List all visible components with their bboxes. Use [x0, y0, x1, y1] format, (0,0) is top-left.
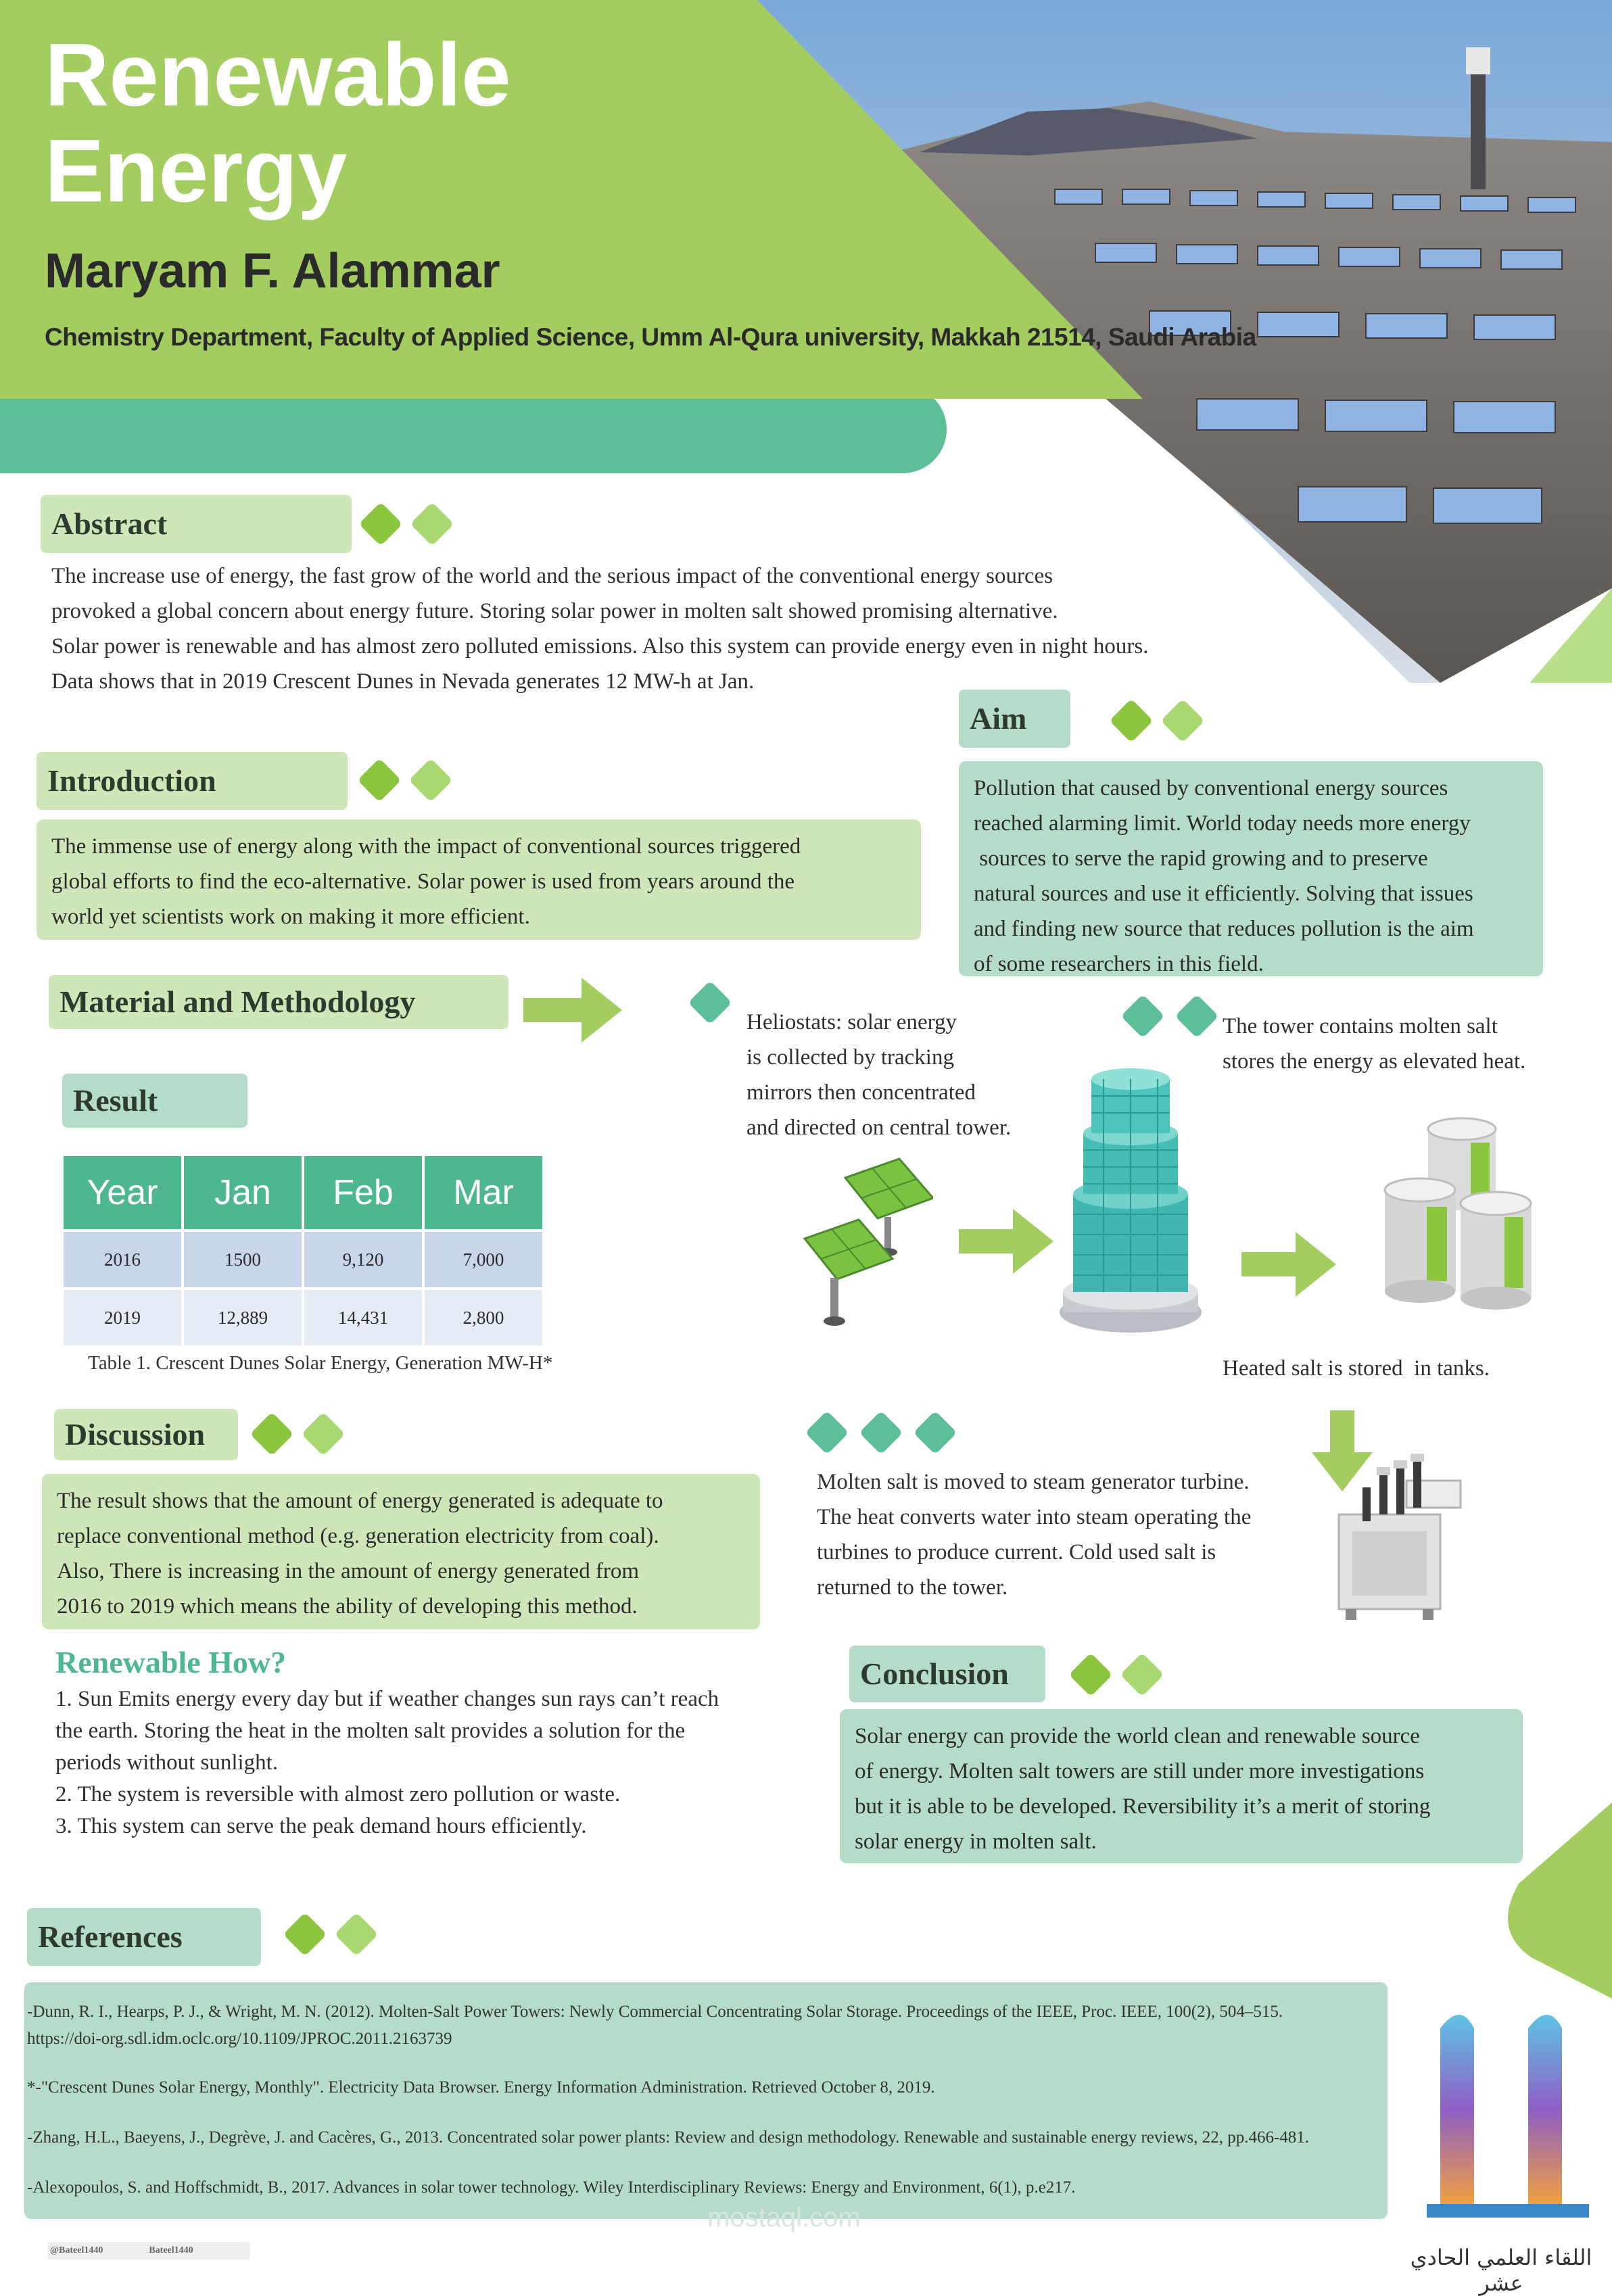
- diamond-icon: [913, 1410, 957, 1454]
- tower-line: stores the energy as elevated heat.: [1223, 1049, 1526, 1074]
- conclusion-panel: [840, 1709, 1523, 1863]
- renewable-how-heading: Renewable How?: [55, 1645, 287, 1679]
- poster-title-line2: Energy: [45, 121, 348, 220]
- table-row: [64, 1287, 545, 1345]
- table-header: Jan: [184, 1156, 304, 1229]
- table-cell: 2,800: [425, 1287, 545, 1345]
- aim-line: of some researchers in this field.: [974, 952, 1264, 976]
- aim-line: natural sources and use it efficiently. Solving that issues: [974, 882, 1473, 906]
- footer-handle: [47, 2242, 250, 2259]
- turbine-icon: [1332, 1440, 1467, 1623]
- discussion-heading: Discussion: [54, 1409, 238, 1460]
- aim-line: and finding new source that reduces pollution is the aim: [974, 917, 1474, 941]
- result-table: [64, 1156, 545, 1345]
- diamond-icon: [408, 758, 452, 802]
- renewable-how-line: the earth. Storing the heat in the molten salt provides a solution for the: [55, 1719, 686, 1743]
- turbine-line: Molten salt is moved to steam generator turbine.: [817, 1470, 1250, 1494]
- diamond-icon: [805, 1410, 849, 1454]
- reference-item: -Zhang, H.L., Baeyens, J., Degrève, J. and Cacères, G., 2013. Concentrated solar power plants: Review and design methodology. Renewable and sustainable energy reviews, 22, pp.466-481.: [27, 2128, 1310, 2147]
- conclusion-line: solar energy in molten salt.: [855, 1829, 1097, 1854]
- diamond-icon: [250, 1412, 293, 1456]
- abstract-line: provoked a global concern about energy future. Storing solar power in molten salt showed promising alternative.: [51, 599, 1058, 623]
- decorative-corner: [1492, 1802, 1612, 1999]
- heliostats-line: Heliostats: solar energy: [746, 1010, 957, 1034]
- introduction-line: world yet scientists work on making it more efficient.: [51, 905, 530, 929]
- reference-item: *-"Crescent Dunes Solar Energy, Monthly". Electricity Data Browser. Energy Information Administration. Retrieved October 8, 2019.: [27, 2078, 935, 2097]
- renewable-how-line: 3. This system can serve the peak demand hours efficiently.: [55, 1814, 587, 1838]
- introduction-line: global efforts to find the eco-alternative. Solar power is used from years around the: [51, 869, 795, 894]
- diamond-icon: [688, 980, 732, 1024]
- arrow-right-icon: [959, 1209, 1053, 1274]
- diamond-icon: [859, 1410, 903, 1454]
- introduction-line: The immense use of energy along with the impact of conventional sources triggered: [51, 834, 801, 859]
- conclusion-line: of energy. Molten salt towers are still under more investigations: [855, 1759, 1425, 1784]
- table-cell: 12,889: [184, 1287, 304, 1345]
- aim-heading: Aim: [959, 690, 1070, 748]
- discussion-line: Also, There is increasing in the amount of energy generated from: [57, 1559, 640, 1583]
- conference-logo-icon: [1420, 2001, 1596, 2231]
- diamond-icon: [1175, 994, 1218, 1038]
- renewable-how-line: periods without sunlight.: [55, 1750, 279, 1775]
- abstract-text: [51, 558, 1149, 699]
- references-heading: References: [27, 1908, 261, 1966]
- tower-line: The tower contains molten salt: [1223, 1014, 1498, 1038]
- aim-line: Pollution that caused by conventional energy sources: [974, 776, 1448, 800]
- heliostats-text: [746, 1005, 1011, 1145]
- storage-tanks-icon: [1379, 1116, 1542, 1312]
- aim-line: sources to serve the rapid growing and to preserve: [974, 846, 1428, 871]
- result-heading: Result: [62, 1074, 247, 1128]
- table-row: [64, 1229, 545, 1287]
- arrow-right-icon: [523, 978, 622, 1043]
- renewable-how-line: 2. The system is reversible with almost zero pollution or waste.: [55, 1782, 621, 1807]
- diamond-icon: [283, 1912, 327, 1956]
- renewable-how-text: [55, 1683, 719, 1842]
- discussion-line: 2016 to 2019 which means the ability of developing this method.: [57, 1594, 638, 1619]
- methodology-heading: Material and Methodology: [49, 975, 508, 1029]
- diamond-icon: [301, 1412, 345, 1456]
- diamond-icon: [357, 758, 401, 802]
- turbine-line: The heat converts water into steam operating the: [817, 1505, 1252, 1529]
- table-cell: 2016: [64, 1229, 184, 1287]
- aim-panel: [959, 761, 1543, 976]
- abstract-line: Solar power is renewable and has almost zero polluted emissions. Also this system can provide energy even in night hours.: [51, 634, 1149, 659]
- diamond-icon: [1109, 698, 1153, 742]
- table-header: Feb: [304, 1156, 425, 1229]
- twitter-handle: @Bateel1440: [50, 2245, 103, 2255]
- tower-text: [1223, 1009, 1525, 1079]
- table-header: Mar: [425, 1156, 545, 1229]
- affiliation: Chemistry Department, Faculty of Applied Science, Umm Al-Qura university, Makkah 21514, Saudi Arabia: [45, 323, 1256, 351]
- turbine-line: turbines to produce current. Cold used salt is: [817, 1540, 1216, 1564]
- diamond-icon: [1068, 1652, 1112, 1696]
- table-cell: 9,120: [304, 1229, 425, 1287]
- author-name: Maryam F. Alammar: [45, 244, 500, 298]
- discussion-panel: [42, 1474, 760, 1629]
- conclusion-line: Solar energy can provide the world clean and renewable source: [855, 1724, 1420, 1748]
- table-cell: 14,431: [304, 1287, 425, 1345]
- turbine-text: [817, 1464, 1251, 1605]
- discussion-line: The result shows that the amount of energy generated is adequate to: [57, 1489, 663, 1513]
- reference-item: -Alexopoulos, S. and Hoffschmidt, B., 2017. Advances in solar tower technology. Wiley Interdisciplinary Reviews: Energy and Environment, 6(1), p.e217.: [27, 2178, 1076, 2197]
- table-cell: 1500: [184, 1229, 304, 1287]
- watermark: mostaql.com: [707, 2203, 861, 2232]
- diamond-icon: [1120, 994, 1164, 1038]
- table-caption: Table 1. Crescent Dunes Solar Energy, Generation MW-H*: [88, 1352, 553, 1374]
- table-cell: 7,000: [425, 1229, 545, 1287]
- introduction-heading: Introduction: [37, 752, 348, 810]
- heliostats-line: mirrors then concentrated: [746, 1080, 976, 1105]
- discussion-line: replace conventional method (e.g. generation electricity from coal).: [57, 1524, 659, 1548]
- tanks-text: Heated salt is stored in tanks.: [1223, 1356, 1490, 1381]
- molten-salt-tower-icon: [1056, 1052, 1205, 1349]
- solar-panel-icon: [798, 1157, 933, 1333]
- diamond-icon: [1120, 1652, 1164, 1696]
- heliostats-line: is collected by tracking: [746, 1045, 954, 1070]
- renewable-how-line: 1. Sun Emits energy every day but if weather changes sun rays can’t reach: [55, 1687, 719, 1711]
- turbine-line: returned to the tower.: [817, 1575, 1008, 1600]
- instagram-handle: Bateel1440: [149, 2245, 193, 2255]
- table-header: Year: [64, 1156, 184, 1229]
- abstract-line: Data shows that in 2019 Crescent Dunes in Nevada generates 12 MW-h at Jan.: [51, 669, 755, 694]
- abstract-heading: Abstract: [41, 495, 352, 553]
- diamond-icon: [334, 1912, 378, 1956]
- introduction-panel: [37, 819, 921, 940]
- aim-line: reached alarming limit. World today needs more energy: [974, 811, 1471, 836]
- reference-item: https://doi-org.sdl.idm.oclc.org/10.1109/JPROC.2011.2163739: [27, 2030, 452, 2048]
- logo-caption: اللقاء العلمي الحادي عشر: [1410, 2245, 1592, 2296]
- table-cell: 2019: [64, 1287, 184, 1345]
- abstract-line: The increase use of energy, the fast grow of the world and the serious impact of the conventional energy sources: [51, 564, 1053, 588]
- arrow-right-icon: [1241, 1232, 1336, 1297]
- reference-item: -Dunn, R. I., Hearps, P. J., & Wright, M. N. (2012). Molten-Salt Power Towers: Newly Commercial Concentrating Solar Storage. Proceedings of the IEEE, Proc. IEEE, 100(2), 504–515.: [27, 2003, 1283, 2021]
- heliostats-line: and directed on central tower.: [746, 1116, 1012, 1140]
- conclusion-heading: Conclusion: [849, 1646, 1045, 1702]
- diamond-icon: [1160, 698, 1204, 742]
- conclusion-line: but it is able to be developed. Reversibility it’s a merit of storing: [855, 1794, 1431, 1819]
- poster-title-line1: Renewable: [45, 25, 511, 124]
- poster-title: [45, 27, 511, 219]
